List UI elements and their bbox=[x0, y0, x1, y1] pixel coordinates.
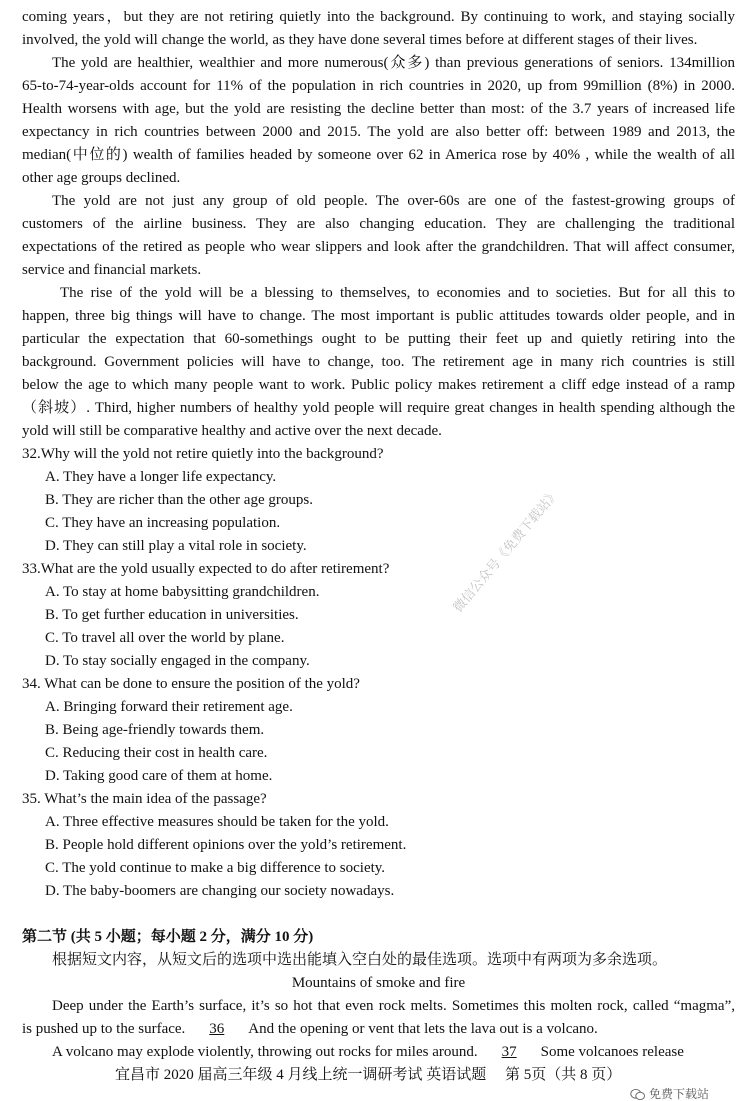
passage-line: （斜坡）. Third, higher numbers of healthy yold people will require great changes in health spending although the bbox=[22, 400, 735, 416]
section-heading: 第二节 (共 5 小题；每小题 2 分，满分 10 分) bbox=[22, 929, 314, 945]
passage-line: median(中位的) wealth of families headed by someone over 62 in America rose by 40% , while the wealth of all bbox=[22, 147, 735, 163]
blank-37 bbox=[484, 1041, 535, 1064]
passage-line: below the age to which many people want to work. Public policy makes retirement a cliff edge instead of a ramp bbox=[22, 377, 735, 393]
text: A volcano may explode violently, throwing out rocks for miles around. bbox=[52, 1044, 478, 1060]
passage-line: The yold are healthier, wealthier and more numerous(众多) than previous generations of seniors. 134million bbox=[52, 55, 735, 71]
passage-line: yold will still be comparative healthy and active over the next decade. bbox=[22, 423, 442, 439]
exam-page bbox=[22, 6, 735, 1087]
blank-36 bbox=[191, 1018, 242, 1041]
wechat-logo bbox=[630, 1087, 709, 1101]
blank-number: 36 bbox=[209, 1021, 225, 1037]
option-34-a: A. Bringing forward their retirement age. bbox=[45, 699, 293, 715]
passage-line: 65-to-74-year-olds account for 11% of the population in rich countries in 2020, up from 99million (8%) in 2000. bbox=[22, 78, 735, 94]
passage-line: involved, the yold will change the world, as they have done several times before at different stages of their lives. bbox=[22, 32, 698, 48]
passage-line: background. Government policies will have to change, too. The retirement age in many rich countries is still bbox=[22, 354, 735, 370]
option-34-c: C. Reducing their cost in health care. bbox=[45, 745, 268, 761]
spacer bbox=[22, 903, 735, 926]
option-32-c: C. They have an increasing population. bbox=[45, 515, 281, 531]
option-34-b: B. Being age-friendly towards them. bbox=[45, 722, 265, 738]
option-32-a: A. They have a longer life expectancy. bbox=[45, 469, 277, 485]
passage-line bbox=[22, 1018, 735, 1041]
option-33-c: C. To travel all over the world by plane. bbox=[45, 630, 285, 646]
option-32-d: D. They can still play a vital role in society. bbox=[45, 538, 307, 554]
text: Some volcanoes release bbox=[540, 1044, 684, 1060]
passage-line: other age groups declined. bbox=[22, 170, 181, 186]
option-34-d: D. Taking good care of them at home. bbox=[45, 768, 273, 784]
passage-line: service and financial markets. bbox=[22, 262, 202, 278]
option-35-d: D. The baby-boomers are changing our society nowadays. bbox=[45, 883, 395, 899]
blank-number: 37 bbox=[501, 1044, 517, 1060]
text: And the opening or vent that lets the lava out is a volcano. bbox=[248, 1021, 598, 1037]
passage-line: happen, three big things will have to change. The most important is public attitudes towards older people, and in bbox=[22, 308, 735, 324]
option-35-c: C. The yold continue to make a big difference to society. bbox=[45, 860, 386, 876]
option-33-d: D. To stay socially engaged in the company. bbox=[45, 653, 310, 669]
passage-line: The yold are not just any group of old people. The over-60s are one of the fastest-growing groups of bbox=[52, 193, 735, 209]
option-35-b: B. People hold different opinions over the yold’s retirement. bbox=[45, 837, 407, 853]
passage-line: Deep under the Earth’s surface, it’s so hot that even rock melts. Sometimes this molten rock, called “magma”, bbox=[52, 998, 735, 1014]
watermark: 微信公众号《免费下载站》 bbox=[450, 486, 563, 616]
passage-line bbox=[22, 1041, 735, 1064]
question-32: 32.Why will the yold not retire quietly into the background? bbox=[22, 446, 384, 462]
logo-text: 免费下载站 bbox=[649, 1087, 710, 1101]
passage-line: coming years，but they are not retiring quietly into the background. By continuing to work, and staying socially bbox=[22, 9, 735, 25]
question-35: 35. What’s the main idea of the passage? bbox=[22, 791, 267, 807]
option-32-b: B. They are richer than the other age groups. bbox=[45, 492, 313, 508]
question-34: 34. What can be done to ensure the position of the yold? bbox=[22, 676, 360, 692]
question-33: 33.What are the yold usually expected to do after retirement? bbox=[22, 561, 390, 577]
passage-line: The rise of the yold will be a blessing to themselves, to economies and to societies. But for all this to bbox=[60, 285, 735, 301]
option-33-a: A. To stay at home babysitting grandchildren. bbox=[45, 584, 320, 600]
wechat-icon bbox=[630, 1088, 646, 1101]
passage-line: customers of the airline business. They are also changing education. They are challenging the traditional bbox=[22, 216, 735, 232]
option-33-b: B. To get further education in universities. bbox=[45, 607, 299, 623]
passage-line: Health worsens with age, but the yold are resisting the decline better than most: of the 3.7 years of increased life bbox=[22, 101, 735, 117]
text: is pushed up to the surface. bbox=[22, 1021, 186, 1037]
page-footer: 宜昌市 2020 届高三年级 4 月线上统一调研考试 英语试题 第 5页（共 8 页） bbox=[115, 1067, 622, 1083]
section-instruction: 根据短文内容，从短文后的选项中选出能填入空白处的最佳选项。选项中有两项为多余选项。 bbox=[52, 952, 668, 968]
passage-line: expectations of the retired as people who wear slippers and look after the grandchildren. That will affect consumer, bbox=[22, 239, 735, 255]
passage-line: expectancy in rich countries between 2000 and 2015. The yold are also better off: between 1989 and 2013, the bbox=[22, 124, 735, 140]
passage-title: Mountains of smoke and fire bbox=[291, 975, 466, 991]
option-35-a: A. Three effective measures should be taken for the yold. bbox=[45, 814, 389, 830]
passage-line: particular the expectation that 60-somethings ought to be putting their feet up and quietly retiring into the bbox=[22, 331, 735, 347]
